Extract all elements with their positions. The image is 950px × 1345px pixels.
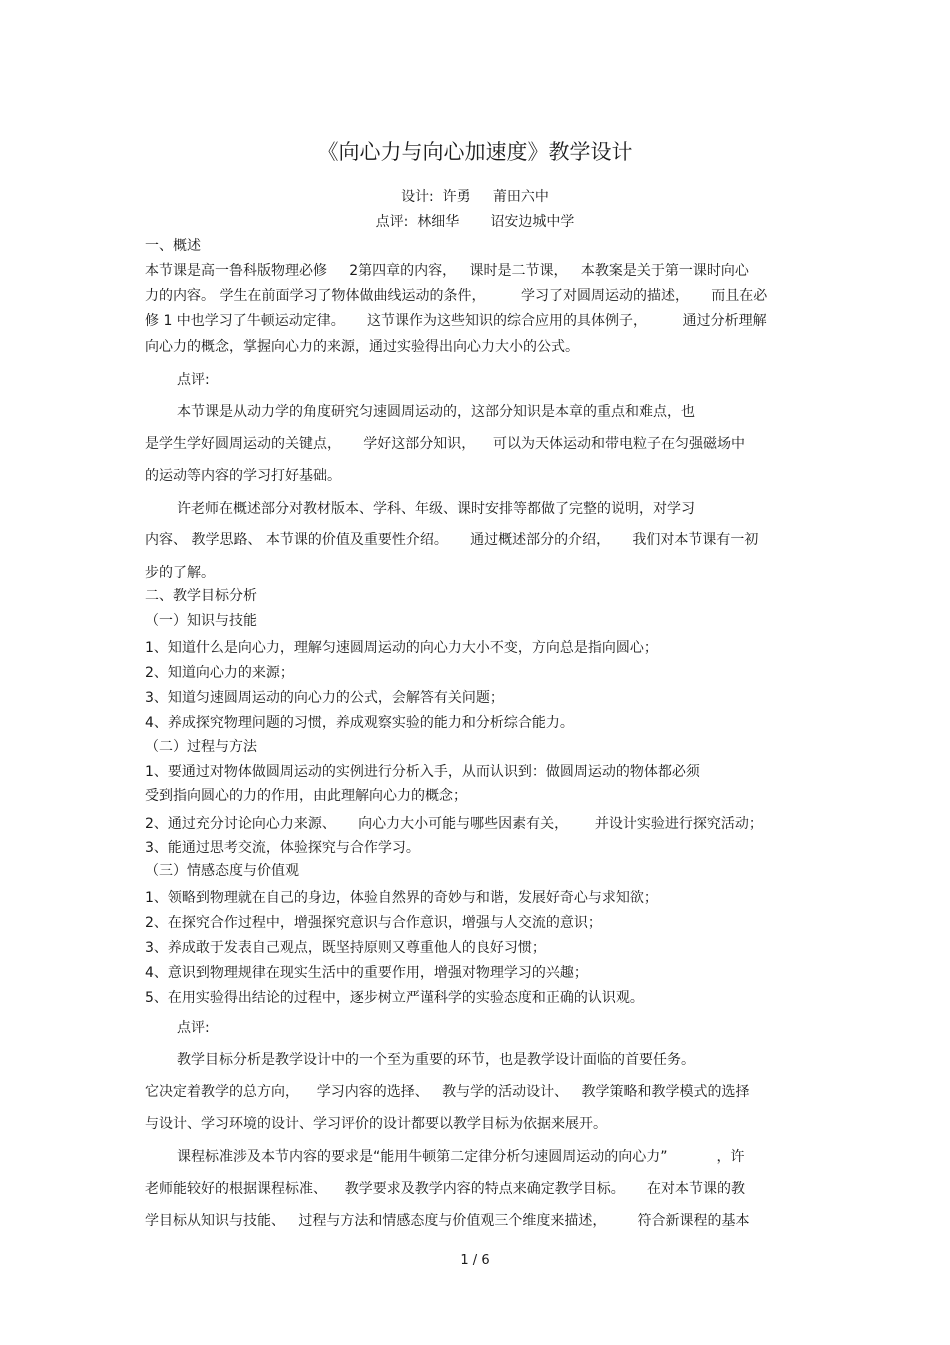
list-item: 1、要通过对物体做圆周运动的实例进行分析入手，从而认识到：做圆周运动的物体都必须	[145, 764, 700, 780]
body-line: 教学目标分析是教学设计中的一个至为重要的环节，也是教学设计面临的首要任务。	[177, 1052, 695, 1068]
body-line: 本节课是从动力学的角度研究匀速圆周运动的，这部分知识是本章的重点和难点，也	[177, 404, 695, 420]
body-line: 向心力的概念，掌握向心力的来源，通过实验得出向心力大小的公式。	[145, 339, 579, 355]
body-line: 力的内容。 学生在前面学习了物体做曲线运动的条件， 学习了对圆周运动的描述， 而且在必	[145, 288, 768, 304]
section-heading: 一、概述	[145, 238, 201, 254]
list-item: 4、意识到物理规律在现实生活中的重要作用，增强对物理学习的兴趣；	[145, 965, 588, 981]
list-item: 1、领略到物理就在自己的身边，体验自然界的奇妙与和谐，发展好奇心与求知欲；	[145, 890, 658, 906]
list-item: 2、在探究合作过程中，增强探究意识与合作意识，增强与人交流的意识；	[145, 915, 602, 931]
body-line: 步的了解。	[145, 565, 215, 581]
designer-line: 设计: 许勇 莆田六中	[401, 189, 549, 205]
body-line: 的运动等内容的学习打好基础。	[145, 468, 341, 484]
body-line: 它决定着教学的总方向， 学习内容的选择、 教与学的活动设计、 教学策略和教学模式的选择	[145, 1084, 750, 1100]
subsection-heading: （三）情感态度与价值观	[145, 863, 299, 879]
body-line: 内容、 教学思路、 本节课的价值及重要性介绍。 通过概述部分的介绍， 我们对本节课有一初	[145, 532, 759, 548]
body-line: 是学生学好圆周运动的关键点， 学好这部分知识， 可以为天体运动和带电粒子在匀强磁场中	[145, 436, 746, 452]
document-title: 《向心力与向心加速度》教学设计	[317, 140, 633, 164]
body-line: 许老师在概述部分对教材版本、学科、年级、课时安排等都做了完整的说明，对学习	[177, 501, 695, 517]
list-item: 3、能通过思考交流，体验探究与合作学习。	[145, 840, 420, 856]
body-line: 学目标从知识与技能、 过程与方法和情感态度与价值观三个维度来描述， 符合新课程的基本	[145, 1213, 750, 1229]
review-label: 点评:	[177, 372, 210, 388]
reviewer-line: 点评: 林细华 诏安边城中学	[375, 214, 575, 230]
body-line: 老师能较好的根据课程标准、 教学要求及教学内容的特点来确定教学目标。 在对本节课的教	[145, 1181, 746, 1197]
body-line: 修 1 中也学习了牛顿运动定律。 这节课作为这些知识的综合应用的具体例子， 通过分析理解	[145, 313, 767, 329]
list-item: 2、通过充分讨论向心力来源、 向心力大小可能与哪些因素有关， 并设计实验进行探究活动；	[145, 816, 763, 832]
list-item: 3、知道匀速圆周运动的向心力的公式，会解答有关问题；	[145, 690, 504, 706]
subsection-heading: （一）知识与技能	[145, 613, 257, 629]
body-line: 课程标准涉及本节内容的要求是“能用牛顿第二定律分析匀速圆周运动的向心力” ，许	[177, 1149, 745, 1165]
body-line: 本节课是高一鲁科版物理必修 2第四章的内容， 课时是二节课， 本教案是关于第一课时向心	[145, 263, 749, 279]
list-item: 3、养成敢于发表自己观点，既坚持原则又尊重他人的良好习惯；	[145, 940, 546, 956]
review-label: 点评:	[177, 1020, 210, 1036]
list-item: 受到指向圆心的力的作用，由此理解向心力的概念；	[145, 788, 467, 804]
list-item: 2、知道向心力的来源；	[145, 665, 294, 681]
list-item: 1、知道什么是向心力，理解匀速圆周运动的向心力大小不变，方向总是指向圆心；	[145, 640, 658, 656]
section-heading: 二、教学目标分析	[145, 588, 257, 604]
page-number: 1 / 6	[460, 1253, 490, 1268]
body-line: 与设计、学习环境的设计、学习评价的设计都要以教学目标为依据来展开。	[145, 1116, 607, 1132]
subsection-heading: （二）过程与方法	[145, 739, 257, 755]
list-item: 5、在用实验得出结论的过程中，逐步树立严谨科学的实验态度和正确的认识观。	[145, 990, 644, 1006]
list-item: 4、养成探究物理问题的习惯，养成观察实验的能力和分析综合能力。	[145, 715, 574, 731]
